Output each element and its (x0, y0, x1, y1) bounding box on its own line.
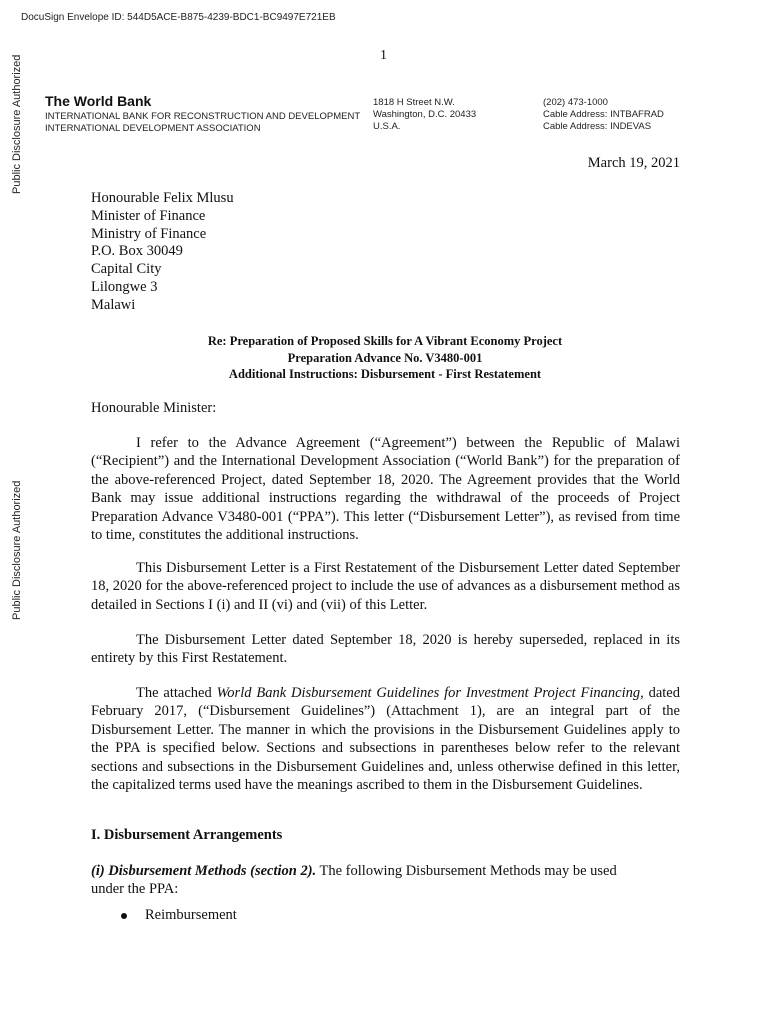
guidelines-text: , dated February 2017, (“Disbursement Guidelines”) (Attachment 1), are an integral part of the Disbursement Letter. The manner in which the provisions in the Disbursement Guidelines apply to the PPA is specified below. Sections and subsections in parentheses below refer to the relevant sections and subsections in the Disbursement Guidelines and, unless otherwise defined in this letter, the capitalized terms used have the meanings ascribed to them in the Disbursement Guidelines. (91, 685, 680, 794)
street-address (373, 97, 476, 133)
public-disclosure-label: Public Disclosure Authorized (11, 54, 23, 194)
subsection-text: The following Disbursement Methods may be used under the PPA: (91, 863, 617, 898)
paragraph-superseded: The Disbursement Letter dated September 18, 2020 is hereby superseded, replaced in its entirety by this First Restatement. (91, 632, 680, 667)
subject-line: Re: Preparation of Proposed Skills for A Vibrant Economy Project (207, 334, 563, 348)
cable-address: Cable Address: INTBAFRAD (543, 109, 664, 120)
org-subtitle (45, 111, 360, 135)
guidelines-title: World Bank Disbursement Guidelines for Investment Project Financing (216, 685, 641, 701)
public-disclosure-label: Public Disclosure Authorized (11, 480, 23, 620)
recipient-line: Lilongwe 3 (91, 278, 158, 295)
subject-block (91, 333, 679, 383)
paragraph-restatement: This Disbursement Letter is a First Restatement of the Disbursement Letter dated September 18, 2020 for the above-referenced project to include the use of advances as a disbursement method as detailed in Sections I (i) and II (vi) and (vii) of this Letter. (91, 560, 680, 613)
address-line: Washington, D.C. 20433 (373, 109, 477, 120)
recipient-address (91, 190, 234, 315)
guidelines-intro: The attached (136, 685, 217, 701)
bullet-item: Reimbursement (145, 907, 237, 923)
bullet-icon (121, 913, 127, 919)
paragraph-agreement: I refer to the Advance Agreement (“Agreement”) between the Republic of Malawi (“Recipient”) and the International Development Association (“World Bank”) for the preparation of the above-referenced Project, dated September 18, 2020. The Agreement provides that the World Bank may issue additional instructions regarding the withdrawal of the proceeds of Project Preparation Advance V3480-001 (“PPA”). This letter (“Disbursement Letter”), as revised from time to time, constitutes the additional instructions. (91, 435, 680, 544)
org-line-ibrd: INTERNATIONAL BANK FOR RECONSTRUCTION AND DEVELOPMENT (45, 111, 361, 122)
subsection-disbursement-methods (91, 862, 651, 899)
cable-address: Cable Address: INDEVAS (543, 121, 652, 132)
subject-line: Preparation Advance No. V3480-001 (287, 350, 483, 365)
recipient-line: Ministry of Finance (91, 225, 207, 242)
subsection-label: (i) Disbursement Methods (section 2). (91, 863, 317, 879)
subject-line: Additional Instructions: Disbursement - First Restatement (228, 367, 542, 381)
section-heading: I. Disbursement Arrangements (91, 827, 283, 843)
org-line-ida: INTERNATIONAL DEVELOPMENT ASSOCIATION (45, 123, 261, 134)
recipient-line: Capital City (91, 261, 162, 278)
letter-date: March 19, 2021 (587, 155, 680, 171)
recipient-line: Minister of Finance (91, 207, 206, 224)
recipient-line: P.O. Box 30049 (91, 243, 183, 260)
bullet-list (121, 907, 237, 924)
address-line: U.S.A. (373, 121, 401, 132)
salutation: Honourable Minister: (91, 400, 217, 416)
phone-number: (202) 473-1000 (543, 97, 608, 108)
recipient-line: Malawi (91, 296, 136, 313)
recipient-line: Honourable Felix Mlusu (91, 190, 234, 206)
contact-info (543, 97, 664, 133)
docusign-envelope-id: DocuSign Envelope ID: 544D5ACE-B875-4239-BDC1-BC9497E721EB (21, 12, 336, 23)
paragraph-guidelines (91, 684, 680, 794)
org-name: The World Bank (45, 93, 152, 109)
address-line: 1818 H Street N.W. (373, 97, 455, 108)
page-number: 1 (380, 48, 387, 63)
